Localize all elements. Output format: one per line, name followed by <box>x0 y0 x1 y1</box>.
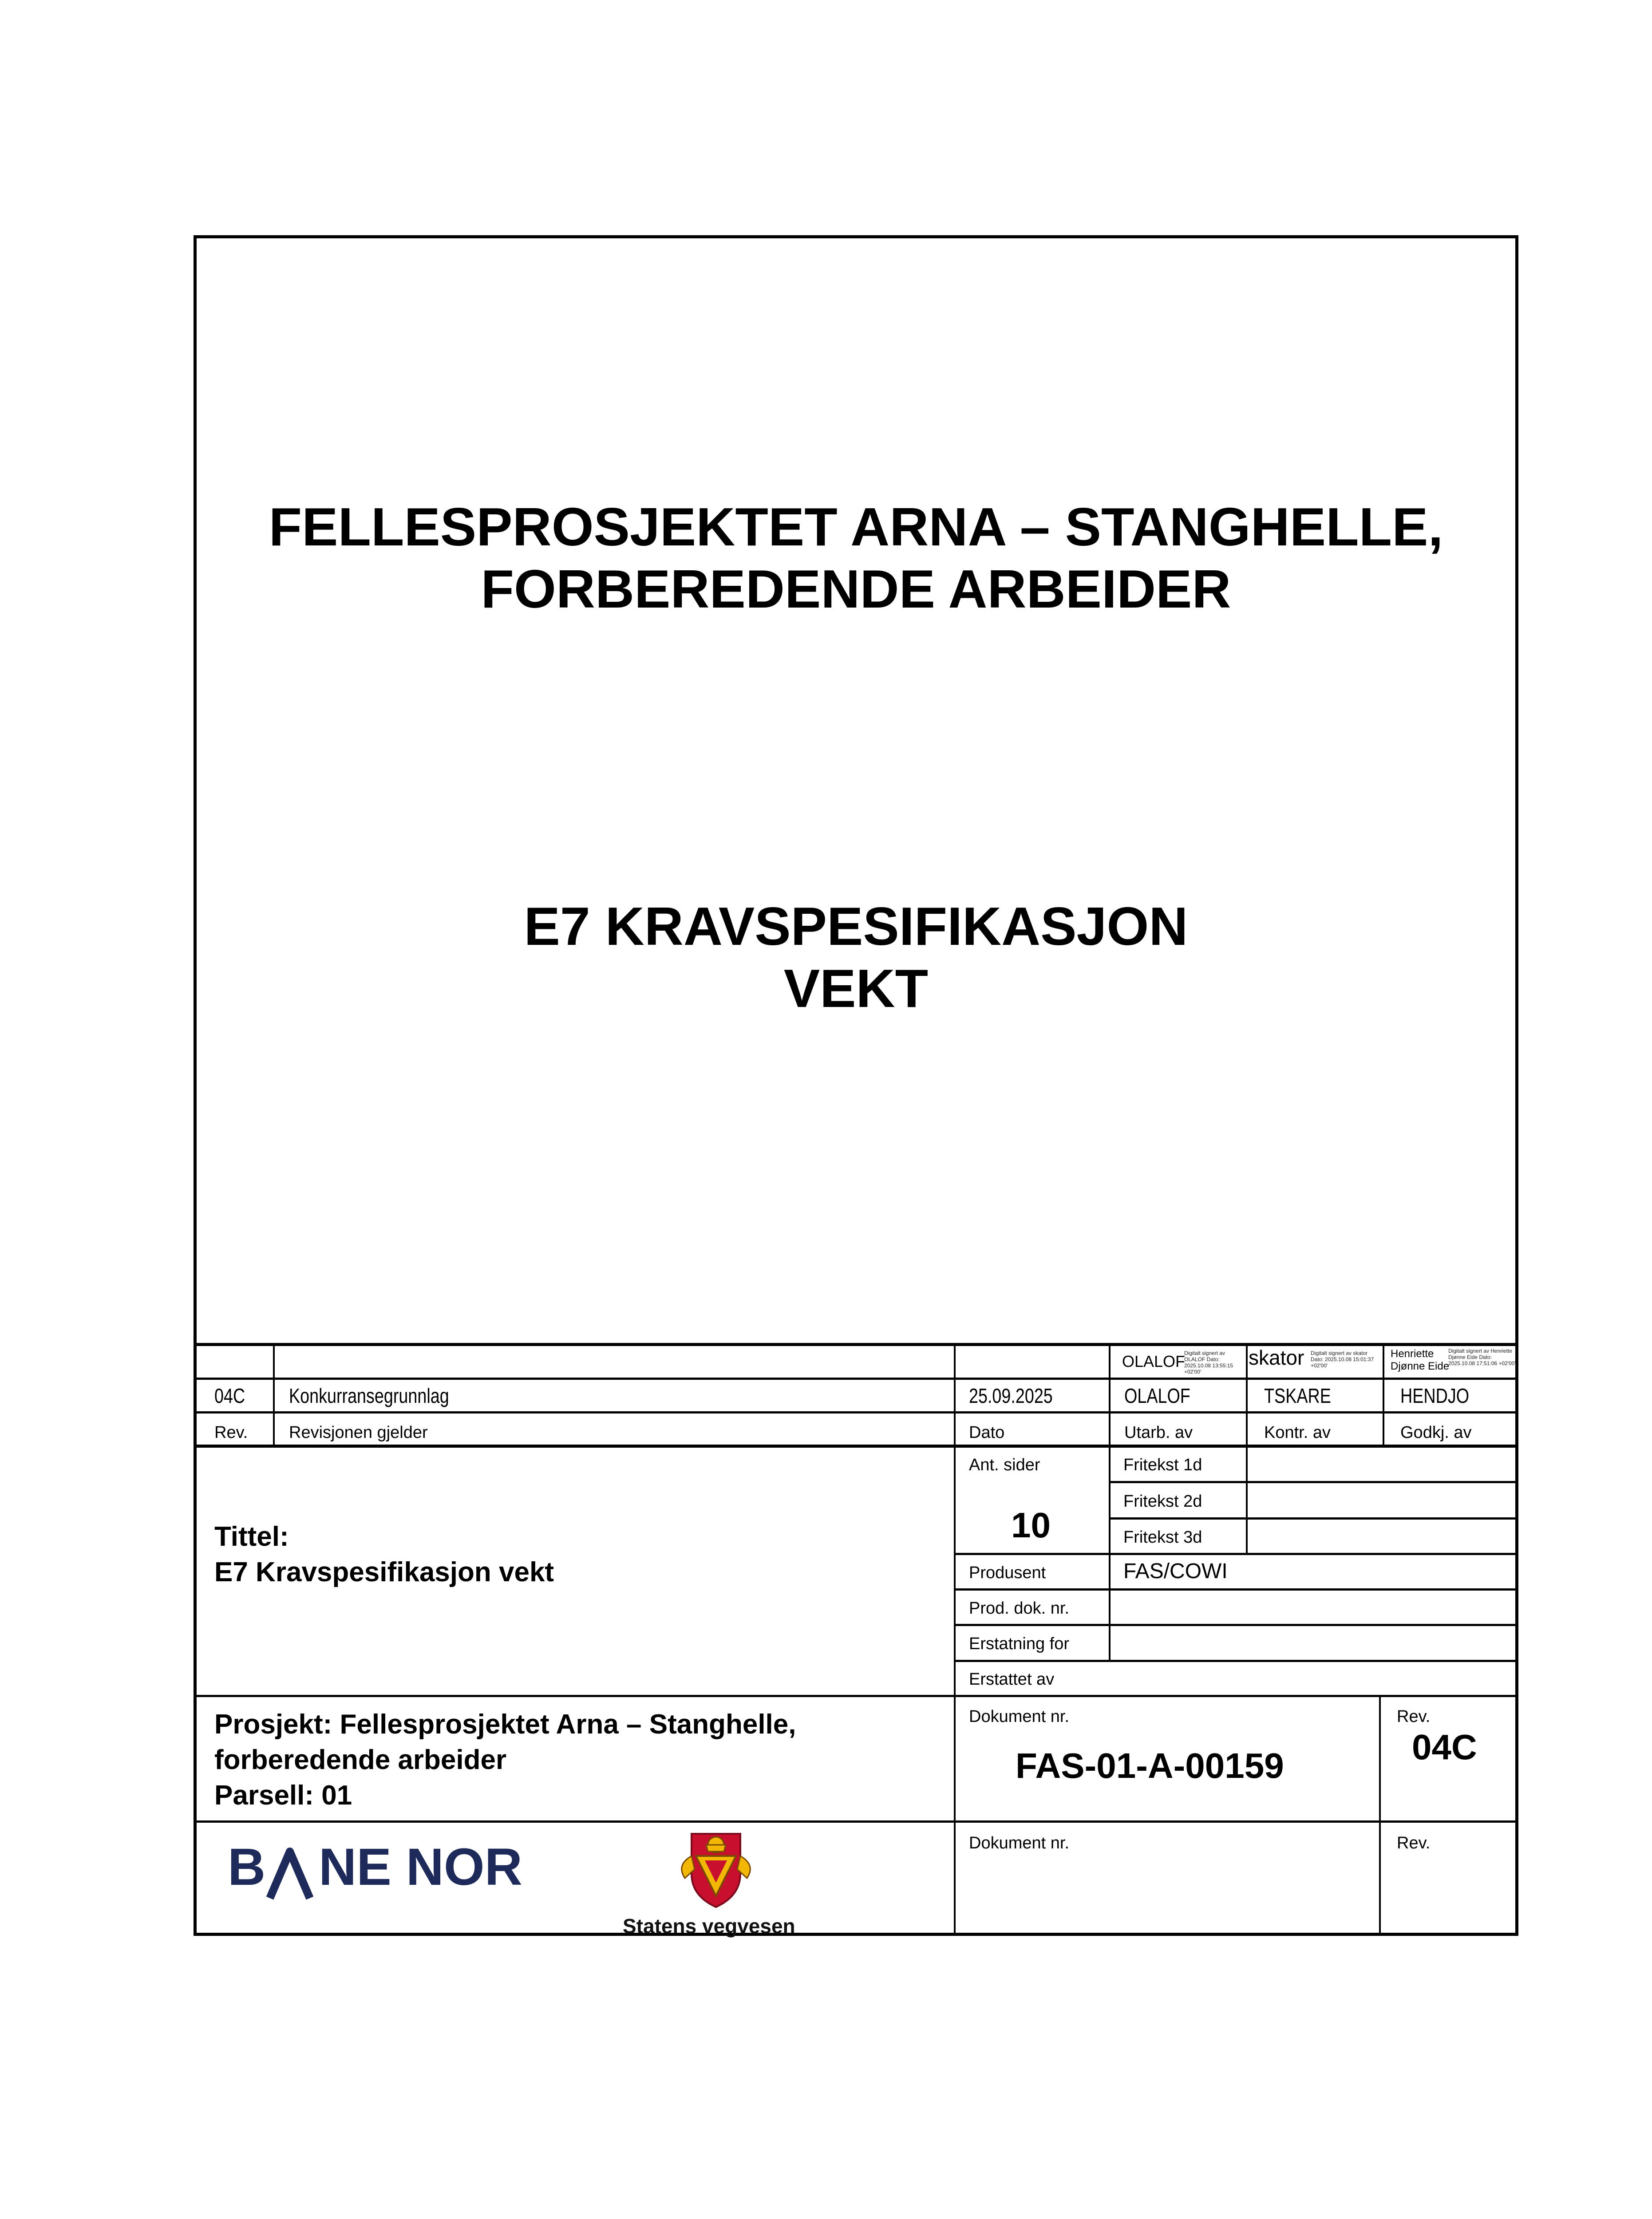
free-text-divider <box>1246 1445 1248 1553</box>
pages-label: Ant. sider <box>969 1456 1040 1474</box>
vegvesen-logo <box>618 1825 885 1940</box>
replaced-by-label: Erstattet av <box>969 1670 1055 1689</box>
revision-date: 25.09.2025 <box>969 1384 1053 1407</box>
signature-skator: skator <box>1249 1346 1304 1369</box>
document-number-label-2: Dokument nr. <box>969 1834 1069 1852</box>
checked-col-divider <box>1246 1343 1248 1445</box>
header-checked-by: Kontr. av <box>1264 1423 1331 1442</box>
banenor-logo <box>228 1832 538 1903</box>
date-col-divider <box>954 1343 956 1936</box>
info-label-divider <box>1109 1445 1111 1660</box>
revision-description: Konkurransegrunnlag <box>289 1384 449 1407</box>
title-block-top-border <box>197 1343 1518 1346</box>
svg-text:B: B <box>228 1838 266 1896</box>
project-title-line1: FELLESPROSJEKTET ARNA – STANGHELLE, <box>269 497 1443 557</box>
rev-value: 04C <box>1412 1727 1477 1767</box>
signature-olalof: OLALOF <box>1122 1352 1186 1370</box>
revision-checked-by: TSKARE <box>1264 1384 1331 1407</box>
signature-henriette-note: Digitalt signert av Henriette Djønne Eide Dato: 2025.10.08 17:51:06 +02'00' <box>1448 1348 1516 1366</box>
rev-label: Rev. <box>1397 1707 1431 1726</box>
revision-header-border <box>197 1445 1518 1448</box>
document-number: FAS-01-A-00159 <box>1016 1746 1284 1785</box>
signature-henriette: Henriette Djønne Eide <box>1391 1348 1450 1372</box>
title-value: E7 Kravspesifikasjon vekt <box>214 1557 554 1587</box>
project-line2: forberedende arbeider <box>214 1745 507 1775</box>
project-title-line2: FORBEREDENDE ARBEIDER <box>481 559 1231 619</box>
rev-col-divider <box>273 1343 275 1445</box>
svg-text:NE NOR: NE NOR <box>319 1838 522 1896</box>
producer-label: Produsent <box>969 1564 1046 1582</box>
header-date: Dato <box>969 1423 1005 1442</box>
document-title-line1: E7 KRAVSPESIFIKASJON <box>524 896 1188 956</box>
rev-label-2: Rev. <box>1397 1834 1431 1852</box>
free-text-3-label: Fritekst 3d <box>1123 1528 1202 1547</box>
header-description: Revisjonen gjelder <box>289 1423 428 1442</box>
pages-value: 10 <box>1011 1505 1051 1545</box>
revision-code: 04C <box>214 1384 245 1407</box>
document-number-label: Dokument nr. <box>969 1707 1069 1726</box>
header-rev: Rev. <box>214 1423 248 1442</box>
prod-doc-label: Prod. dok. nr. <box>969 1599 1070 1618</box>
replaces-label: Erstatning for <box>969 1635 1069 1653</box>
prod-doc-row-border <box>954 1624 1518 1626</box>
revision-row-border <box>197 1411 1518 1414</box>
free3-row-border <box>954 1553 1518 1555</box>
revision-prepared-by: OLALOF <box>1124 1384 1190 1407</box>
free-text-2-label: Fritekst 2d <box>1123 1492 1202 1511</box>
replaces-row-border <box>954 1660 1518 1662</box>
vegvesen-wordmark: Statens vegvesen <box>623 1915 795 1938</box>
approved-col-divider <box>1383 1343 1384 1445</box>
project-row-top-border <box>197 1695 1518 1697</box>
logo-row-top-border <box>197 1820 1518 1823</box>
signature-olalof-note: Digitalt signert av OLALOF Dato: 2025.10.08 13:55:15 +02'00' <box>1184 1350 1233 1375</box>
signature-row-border <box>197 1378 1518 1380</box>
producer-value: FAS/COWI <box>1123 1560 1228 1583</box>
project-rev-divider <box>1379 1695 1381 1936</box>
revision-approved-by: HENDJO <box>1400 1384 1470 1407</box>
project-line1: Prosjekt: Fellesprosjektet Arna – Stanghelle, <box>214 1709 796 1740</box>
banenor-logo-mark <box>228 1832 538 1903</box>
header-approved-by: Godkj. av <box>1400 1423 1472 1442</box>
producer-row-border <box>954 1588 1518 1591</box>
header-prepared-by: Utarb. av <box>1124 1423 1193 1442</box>
signature-skator-note: Digitalt signert av skator Dato: 2025.10.08 15:01:37 +02'00' <box>1311 1350 1374 1369</box>
title-label: Tittel: <box>214 1521 289 1552</box>
document-frame <box>194 235 1518 1936</box>
free-text-1-label: Fritekst 1d <box>1123 1456 1202 1474</box>
pages-row-border <box>1109 1481 1518 1483</box>
free2-row-border <box>1109 1517 1518 1520</box>
prepared-col-divider <box>1109 1343 1111 1445</box>
document-title-line2: VEKT <box>783 958 929 1019</box>
project-line3: Parsell: 01 <box>214 1780 352 1811</box>
